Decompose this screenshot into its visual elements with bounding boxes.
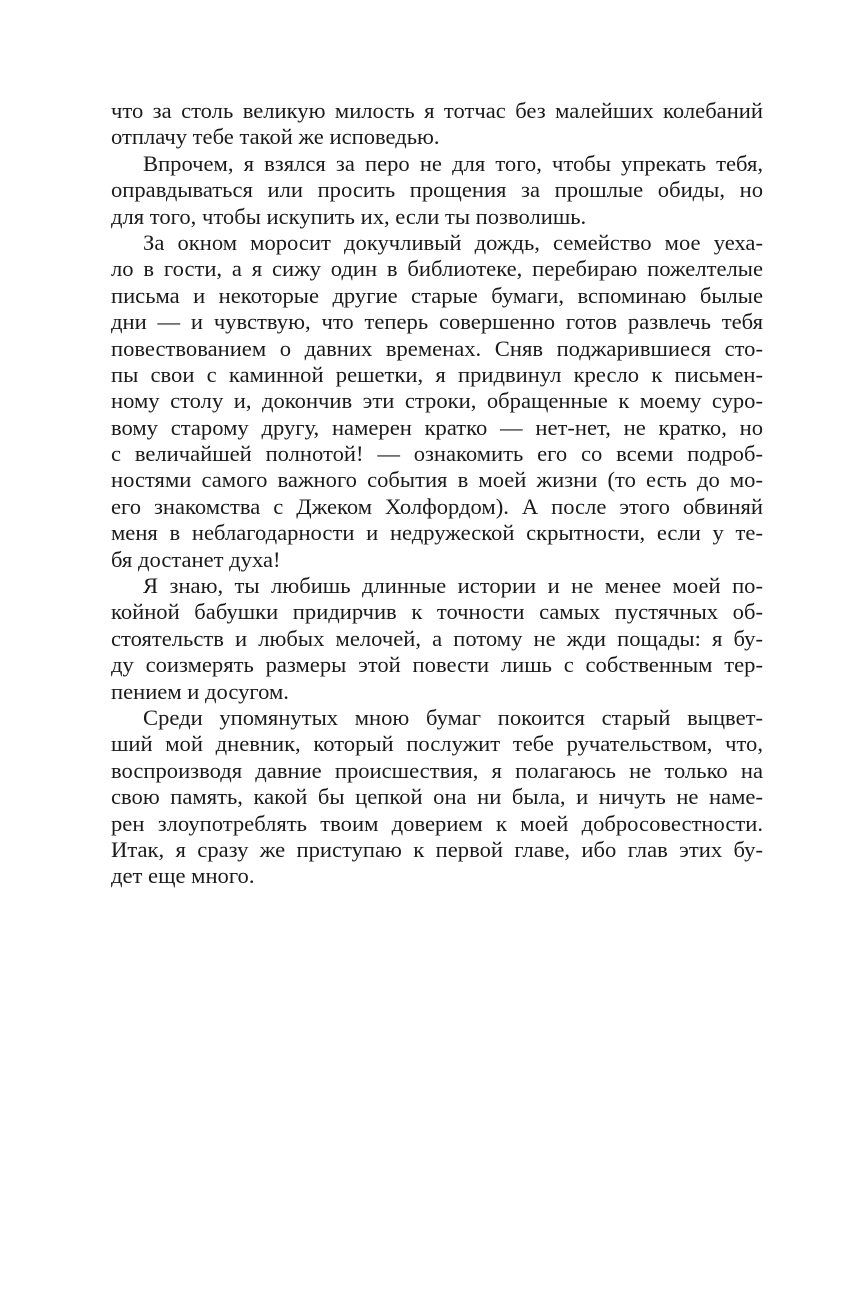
paragraph [111,230,763,573]
text-line: отплачу тебе такой же исповедью. [111,124,440,150]
text-line: стоятельств и любых мелочей, а потому не жди пощады: я бу- [111,625,763,651]
text-line: оправдываться или просить прощения за прошлые обиды, но [111,177,763,203]
paragraph [111,98,763,151]
text-line: свою память, какой бы цепкой она ни была, и ничуть не наме- [111,784,763,810]
text-line: ному столу и, докончив эти строки, обращенные к моему суро- [111,388,763,414]
text-line: ший мой дневник, который послужит тебе ручательством, что, [111,731,763,757]
paragraph [111,705,763,890]
text-line: письма и некоторые другие старые бумаги, вспоминаю былые [111,282,763,308]
text-line: воспроизводя давние происшествия, я полагаюсь не только на [111,757,763,783]
paragraph [111,151,763,230]
text-line: Среди упомянутых мною бумаг покоится старый выцвет- [143,704,763,730]
text-line: ду соизмерять размеры этой повести лишь с собственным тер- [111,652,763,678]
text-line: рен злоупотреблять твоим доверием к моей добросовестности. [111,810,763,836]
text-line: с величайшей полнотой! — ознакомить его со всеми подроб- [111,441,763,467]
text-line: его знакомства с Джеком Холфордом). А после этого обвиняй [111,493,763,519]
text-line: ло в гости, а я сижу один в библиотеке, перебираю пожелтелые [111,256,763,282]
text-line: дни — и чувствую, что теперь совершенно готов развлечь тебя [111,309,763,335]
body-text [111,98,763,890]
paragraph [111,573,763,705]
text-line: повествованием о давних временах. Сняв поджарившиеся сто- [111,335,763,361]
text-line: пением и досугом. [111,678,289,704]
text-line: что за столь великую милость я тотчас без малейших колебаний [111,98,763,123]
text-line: вому старому другу, намерен кратко — нет-нет, не кратко, но [111,414,763,440]
text-line: койной бабушки придирчив к точности самых пустячных об- [111,599,763,625]
text-line: для того, чтобы искупить их, если ты позволишь. [111,203,587,229]
text-line: меня в неблагодарности и недружеской скрытности, если у те- [111,520,763,546]
text-line: За окном моросит докучливый дождь, семейство мое уеха- [143,229,763,255]
text-line: бя достанет духа! [111,546,281,572]
text-line: ностями самого важного события в моей жизни (то есть до мо- [111,467,763,493]
text-line: Я знаю, ты любишь длинные истории и не менее моей по- [143,573,763,599]
text-line: пы свои с каминной решетки, я придвинул кресло к письмен- [111,361,763,387]
text-line: Впрочем, я взялся за перо не для того, чтобы упрекать тебя, [143,150,763,176]
text-line: Итак, я сразу же приступаю к первой главе, ибо глав этих бу- [111,836,763,862]
text-line: дет еще много. [111,863,255,889]
